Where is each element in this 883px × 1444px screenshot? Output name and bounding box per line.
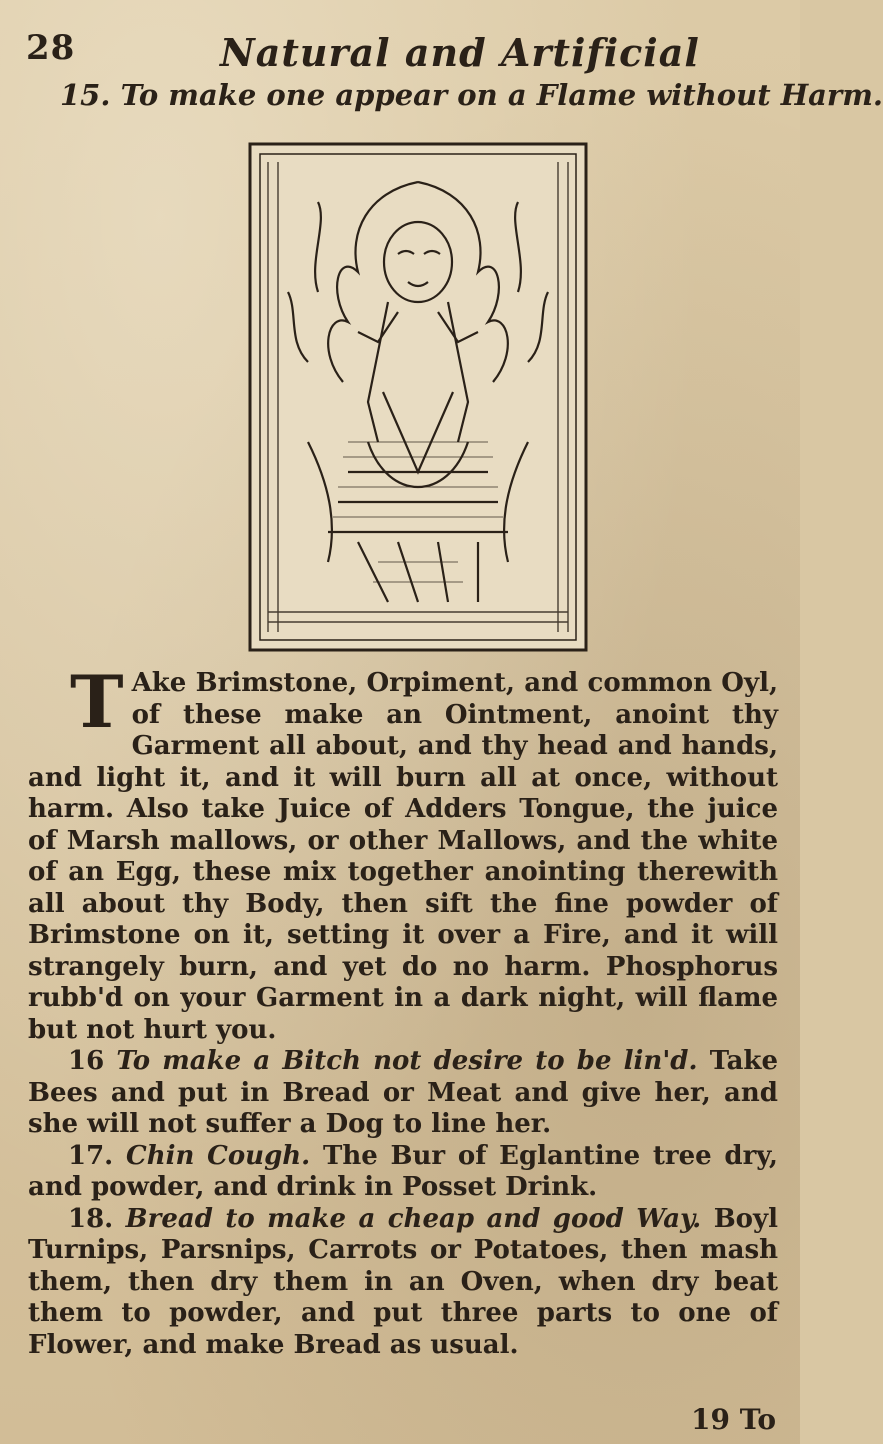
paragraph-15	[28, 659, 778, 1046]
recipe-16-number: 16	[68, 1046, 105, 1076]
recipe-16-title: To make a Bitch not desire to be lin'd.	[116, 1046, 698, 1076]
flaming-figure-woodcut	[248, 142, 588, 652]
section-heading	[60, 78, 883, 112]
drop-cap: T	[70, 659, 124, 744]
running-title: Natural and Artificial	[220, 30, 700, 75]
paragraph-17	[28, 1141, 778, 1204]
recipe-18-number: 18.	[68, 1203, 114, 1234]
paragraph-15-text: Ake Brimstone, Orpiment, and common Oyl, of these make an Ointment, anoint thy Garment all about, and thy head and hands, and light it, and it will burn all at once, without harm. Also take Juice of Adders Tongue, the juice of Marsh mallows, or other Mallows, and the white of an Egg, these mix together anointing therewith all about thy Body, then sift the fine powder of Brimstone on it, setting it over a Fire, and it will strangely burn, and yet do no harm. Phosphorus rubb'd on your Garment in a dark night, will flame but not hurt you.	[28, 668, 778, 1045]
recipe-18-text: Boyl Turnips, Parsnips, Carrots or Potatoes, then mash them, then dry them in an Oven, when dry beat them to powder, and put three parts to one of Flower, and make Bread as usual.	[28, 1203, 778, 1360]
recipe-17-title: Chin Cough.	[126, 1140, 311, 1171]
section-title: To make one appear on a Flame without Harm.	[120, 78, 883, 112]
woodcut-illustration-icon	[248, 142, 588, 652]
recipe-18-title: Bread to make a cheap and good Way.	[125, 1203, 702, 1234]
paragraph-16	[28, 1046, 778, 1141]
body-text	[28, 659, 778, 1361]
catchword: 19 To	[690, 1403, 776, 1436]
recipe-17-text: The Bur of Eglantine tree dry, and powder, and drink in Posset Drink.	[28, 1140, 778, 1202]
recipe-16-text: Take Bees and put in Bread or Meat and give her, and she will not suffer a Dog to line her.	[28, 1046, 778, 1139]
section-number: 15.	[60, 78, 111, 112]
recipe-17-number: 17.	[68, 1140, 114, 1171]
page-header	[0, 8, 800, 75]
page-number: 28	[26, 28, 76, 68]
paragraph-18	[28, 1204, 778, 1362]
